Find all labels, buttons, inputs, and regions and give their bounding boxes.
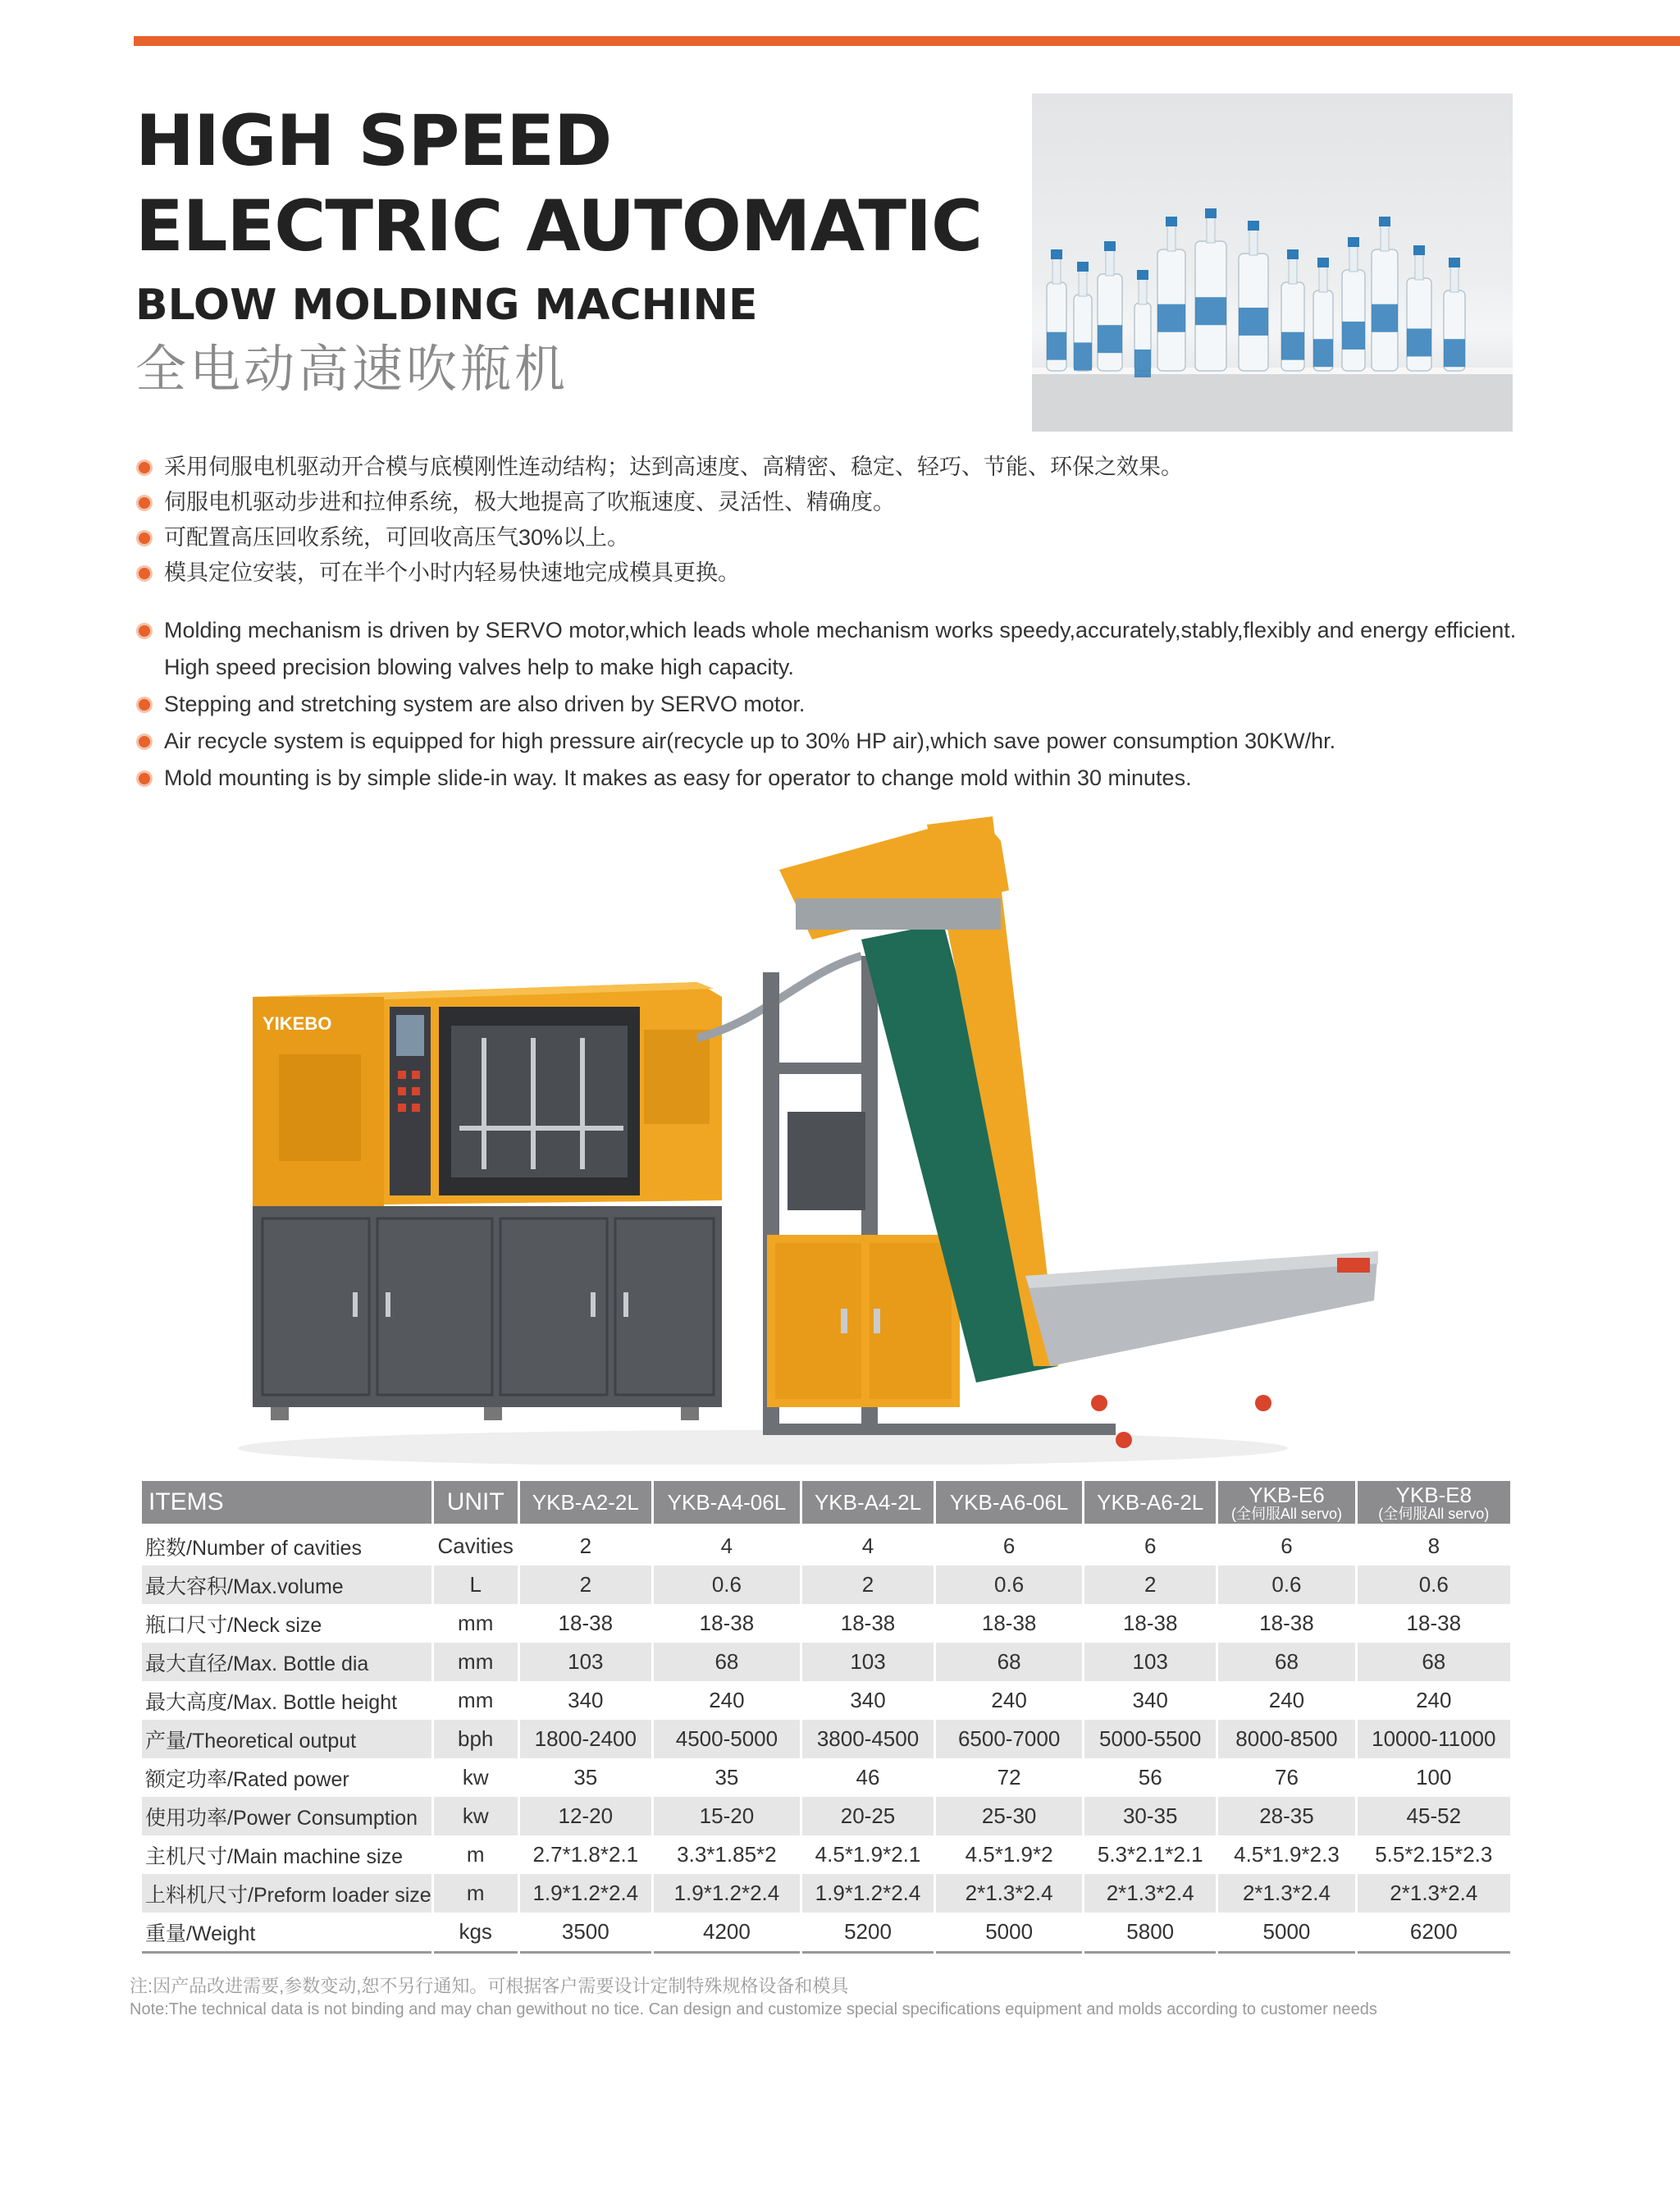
- row-unit: kgs: [434, 1913, 518, 1954]
- bullet-dot-icon: [139, 773, 150, 784]
- table-row: [142, 1720, 1510, 1758]
- bullet-dot-icon: [139, 568, 150, 579]
- row-value: 240: [1416, 1688, 1452, 1712]
- row-value: 15-20: [654, 1797, 800, 1835]
- table-body: [142, 1527, 1510, 1954]
- row-value: 340: [568, 1688, 604, 1712]
- row-value: 46: [856, 1765, 880, 1789]
- bottle-label-icon: [1047, 332, 1066, 360]
- feature-en-item: Mold mounting is by simple slide-in way. It makes as easy for operator to change mold within 30 minutes.: [136, 760, 1518, 797]
- row-value: 25-30: [936, 1797, 1082, 1835]
- row-unit: m: [466, 1842, 485, 1867]
- bottle-cap-icon: [1248, 221, 1259, 231]
- table-row: [142, 1913, 1510, 1954]
- features-chinese: [136, 450, 1531, 591]
- row-value: 6200: [1358, 1913, 1510, 1954]
- row-unit: bph: [434, 1720, 518, 1758]
- row-value: 240: [1268, 1688, 1305, 1712]
- table-row: [142, 1681, 1510, 1720]
- row-value: 68: [1218, 1643, 1354, 1681]
- blow-molding-machine-illustration: [238, 792, 1386, 1465]
- table-row: [142, 1643, 1510, 1681]
- row-value: 20-25: [802, 1797, 934, 1835]
- row-value: 1.9*1.2*2.4: [654, 1874, 800, 1913]
- row-value: 10000-11000: [1358, 1720, 1510, 1758]
- header-model: YKB-A4-2L: [802, 1481, 934, 1527]
- row-value: 6: [1002, 1534, 1016, 1558]
- row-label: 使用功率/Power Consumption: [142, 1797, 431, 1835]
- feature-cn-item: 可配置高压回收系统，可回收高压气30%以上。: [136, 520, 1531, 555]
- row-value: 6: [1144, 1534, 1157, 1558]
- bottle-cap-icon: [1104, 241, 1116, 251]
- row-value: 68: [936, 1643, 1082, 1681]
- row-value: 3500: [520, 1913, 651, 1954]
- bottle-label-icon: [1239, 308, 1268, 336]
- bottle-neck-icon: [1349, 245, 1358, 272]
- row-value: 8000-8500: [1218, 1720, 1354, 1758]
- row-unit: m: [434, 1874, 518, 1913]
- row-value: 4200: [654, 1913, 800, 1954]
- row-value: 1800-2400: [520, 1720, 651, 1758]
- row-value: 103: [802, 1643, 934, 1681]
- bottles-illustration: [1032, 94, 1513, 432]
- title-line-1: HIGH SPEED: [135, 100, 612, 182]
- header-model: YKB-A2-2L: [520, 1481, 651, 1527]
- row-value: 35: [573, 1765, 598, 1789]
- row-value: 2*1.3*2.4: [1084, 1874, 1216, 1913]
- bottle-cap-icon: [1348, 237, 1359, 247]
- bottle-icon: [1342, 270, 1365, 371]
- bottle-cap-icon: [1205, 208, 1217, 218]
- row-value: 5000: [1218, 1913, 1354, 1954]
- row-value: 18-38: [558, 1611, 614, 1635]
- specifications-table: [139, 1481, 1513, 1954]
- bottle-cap-icon: [1449, 258, 1460, 267]
- bottle-cap-icon: [1051, 249, 1062, 259]
- bottle-label-icon: [1195, 297, 1226, 325]
- row-value: 18-38: [699, 1611, 755, 1635]
- row-value: 4: [720, 1534, 733, 1558]
- row-value: 18-38: [1122, 1611, 1178, 1635]
- row-value: 68: [1358, 1643, 1510, 1681]
- row-value: 4.5*1.9*2.1: [815, 1842, 921, 1867]
- bullet-dot-icon: [139, 497, 150, 509]
- row-value: 4: [861, 1534, 874, 1558]
- bullet-dot-icon: [139, 625, 150, 637]
- header-model: YKB-A4-06L: [654, 1481, 800, 1527]
- machine-brand-label: YIKEBO: [262, 1013, 332, 1034]
- bullet-dot-icon: [139, 533, 150, 544]
- bottle-neck-icon: [1415, 254, 1423, 280]
- row-value: 2*1.3*2.4: [1218, 1874, 1354, 1913]
- bottle-label-icon: [1074, 342, 1092, 370]
- row-value: 4.5*1.9*2: [965, 1842, 1053, 1867]
- bottle-neck-icon: [1052, 258, 1061, 284]
- bottle-neck-icon: [1450, 266, 1459, 292]
- row-value: 2*1.3*2.4: [1358, 1874, 1510, 1913]
- feature-en-item: Molding mechanism is driven by SERVO motor,which leads whole mechanism works speedy,accurately,stably,flexibly and energy efficient. High speed precision blowing valves help to make high capacity.: [136, 612, 1518, 686]
- table-row: [142, 1604, 1510, 1643]
- bottle-label-icon: [1342, 322, 1365, 350]
- row-value: 3800-4500: [802, 1720, 934, 1758]
- title-block: [135, 98, 982, 400]
- bottle-cap-icon: [1413, 245, 1425, 255]
- row-value: 103: [520, 1643, 651, 1681]
- row-value: 240: [709, 1688, 745, 1712]
- row-value: 340: [1132, 1688, 1168, 1712]
- bottle-cap-icon: [1166, 217, 1177, 226]
- table-row: [142, 1527, 1510, 1566]
- row-value: 8: [1427, 1534, 1440, 1558]
- bullet-dot-icon: [139, 736, 150, 747]
- bottle-neck-icon: [1289, 258, 1297, 284]
- bottle-icon: [1098, 274, 1122, 371]
- footnote-english: Note:The technical data is not binding and may chan gewithout no tice. Can design and customize special specifications equipment and molds according to customer needs: [130, 2000, 1377, 2018]
- bullet-dot-icon: [139, 462, 150, 473]
- row-value: 12-20: [520, 1797, 651, 1835]
- row-unit: L: [434, 1566, 518, 1604]
- row-label: 上料机尺寸/Preform loader size: [142, 1874, 431, 1913]
- bottle-label-icon: [1444, 339, 1465, 367]
- row-value: 28-35: [1218, 1797, 1354, 1835]
- bottle-neck-icon: [1381, 225, 1389, 251]
- row-value: 68: [654, 1643, 800, 1681]
- bottle-cap-icon: [1287, 249, 1299, 259]
- row-value: 0.6: [936, 1566, 1082, 1604]
- bottle-neck-icon: [1319, 266, 1327, 292]
- bottle-label-icon: [1372, 304, 1398, 332]
- bottle-cap-icon: [1137, 270, 1148, 280]
- row-value: 2: [802, 1566, 934, 1604]
- row-value: 56: [1138, 1765, 1162, 1789]
- footnote-chinese: 注:因产品改进需要,参数变动,恕不另行通知。可根据客户需要设计定制特殊规格设备和模具: [130, 1976, 849, 1996]
- bottle-neck-icon: [1106, 249, 1114, 276]
- title-line-2: ELECTRIC AUTOMATIC: [135, 185, 983, 267]
- row-unit: kw: [462, 1765, 489, 1789]
- row-label: 最大直径/Max. Bottle dia: [142, 1643, 431, 1681]
- row-value: 1.9*1.2*2.4: [802, 1874, 934, 1913]
- bottle-cap-icon: [1379, 217, 1390, 226]
- table-header-row: [142, 1481, 1510, 1527]
- row-value: 5200: [802, 1913, 934, 1954]
- chinese-title: 全电动高速吹瓶机: [135, 339, 569, 399]
- row-value: 45-52: [1358, 1797, 1510, 1835]
- table-row: [142, 1835, 1510, 1874]
- row-label: 产量/Theoretical output: [142, 1720, 431, 1758]
- header-model: YKB-A6-06L: [936, 1481, 1082, 1527]
- row-value: 0.6: [1218, 1566, 1354, 1604]
- feature-cn-item: 模具定位安装，可在半个小时内轻易快速地完成模具更换。: [136, 555, 1531, 591]
- row-value: 30-35: [1084, 1797, 1216, 1835]
- bottle-neck-icon: [1167, 225, 1176, 251]
- bottle-icon: [1407, 278, 1431, 371]
- row-value: 6: [1281, 1534, 1293, 1558]
- row-value: 2.7*1.8*2.1: [532, 1842, 639, 1867]
- row-unit: kw: [434, 1797, 518, 1835]
- feature-en-item: Stepping and stretching system are also driven by SERVO motor.: [136, 686, 1518, 723]
- row-value: 18-38: [1406, 1611, 1462, 1635]
- row-value: 6500-7000: [936, 1720, 1082, 1758]
- row-unit: mm: [434, 1643, 518, 1681]
- bottle-cap-icon: [1077, 262, 1089, 272]
- row-value: 18-38: [840, 1611, 896, 1635]
- bottle-neck-icon: [1079, 270, 1087, 296]
- row-value: 18-38: [1259, 1611, 1314, 1635]
- feature-cn-item: 伺服电机驱动步进和拉伸系统，极大地提高了吹瓶速度、灵活性、精确度。: [136, 485, 1531, 520]
- table-row: [142, 1797, 1510, 1835]
- row-label: 瓶口尺寸/Neck size: [145, 1613, 322, 1637]
- bottle-cap-icon: [1317, 258, 1329, 267]
- bottle-neck-icon: [1207, 217, 1215, 243]
- row-value: 76: [1274, 1765, 1299, 1789]
- feature-en-item: Air recycle system is equipped for high pressure air(recycle up to 30% HP air),which save power consumption 30KW/hr.: [136, 723, 1518, 760]
- header-items: ITEMS: [142, 1481, 431, 1527]
- feature-cn-item: 采用伺服电机驱动开合模与底模刚性连动结构；达到高速度、高精密、稳定、轻巧、节能、环保之效果。: [136, 450, 1531, 485]
- bullet-dot-icon: [139, 699, 150, 711]
- header-model: YKB-E8 (全伺服All servo): [1358, 1481, 1510, 1527]
- row-value: 18-38: [981, 1611, 1037, 1635]
- row-value: 5800: [1084, 1913, 1216, 1954]
- row-value: 35: [714, 1765, 739, 1789]
- row-unit: Cavities: [437, 1534, 514, 1558]
- row-value: 3.3*1.85*2: [677, 1842, 777, 1867]
- bottle-label-icon: [1157, 304, 1185, 332]
- row-unit: mm: [458, 1688, 494, 1712]
- row-unit: mm: [458, 1611, 494, 1635]
- features-english: [136, 612, 1531, 797]
- bottle-label-icon: [1098, 325, 1122, 353]
- subtitle: BLOW MOLDING MACHINE: [135, 281, 758, 330]
- row-label: 重量/Weight: [142, 1913, 431, 1954]
- table-row: [142, 1874, 1510, 1913]
- table-row: [142, 1758, 1510, 1797]
- row-value: 5000: [936, 1913, 1082, 1954]
- bottle-label-icon: [1134, 350, 1151, 377]
- row-value: 0.6: [1358, 1566, 1510, 1604]
- header-model: YKB-A6-2L: [1084, 1481, 1216, 1527]
- row-value: 72: [997, 1765, 1021, 1789]
- row-value: 4.5*1.9*2.3: [1234, 1842, 1340, 1867]
- row-value: 5000-5500: [1084, 1720, 1216, 1758]
- bottle-neck-icon: [1249, 229, 1258, 255]
- row-value: 5.5*2.15*2.3: [1375, 1842, 1493, 1867]
- accent-top-bar: [134, 36, 1680, 46]
- row-value: 100: [1416, 1765, 1452, 1789]
- row-value: 2: [1084, 1566, 1216, 1604]
- bottle-neck-icon: [1139, 278, 1147, 304]
- row-label: 腔数/Number of cavities: [145, 1536, 362, 1560]
- row-label: 最大容积/Max.volume: [142, 1566, 431, 1604]
- row-value: 0.6: [654, 1566, 800, 1604]
- row-label: 额定功率/Rated power: [145, 1767, 349, 1791]
- table-row: [142, 1566, 1510, 1604]
- row-value: 5.3*2.1*2.1: [1097, 1842, 1203, 1867]
- bottle-label-icon: [1407, 328, 1431, 356]
- row-value: 2: [579, 1534, 592, 1558]
- row-value: 1.9*1.2*2.4: [520, 1874, 651, 1913]
- row-value: 340: [850, 1688, 886, 1712]
- bottle-label-icon: [1281, 332, 1304, 360]
- row-value: 240: [991, 1688, 1027, 1712]
- row-label: 主机尺寸/Main machine size: [145, 1844, 403, 1868]
- row-value: 2: [520, 1566, 651, 1604]
- header-model: YKB-E6 (全伺服All servo): [1218, 1481, 1354, 1527]
- row-value: 2*1.3*2.4: [936, 1874, 1082, 1913]
- row-label: 最大高度/Max. Bottle height: [145, 1690, 398, 1714]
- row-value: 103: [1084, 1643, 1216, 1681]
- header-unit: UNIT: [434, 1481, 518, 1527]
- bottles-photo: [1032, 94, 1513, 432]
- row-value: 4500-5000: [654, 1720, 800, 1758]
- bottle-label-icon: [1313, 339, 1333, 367]
